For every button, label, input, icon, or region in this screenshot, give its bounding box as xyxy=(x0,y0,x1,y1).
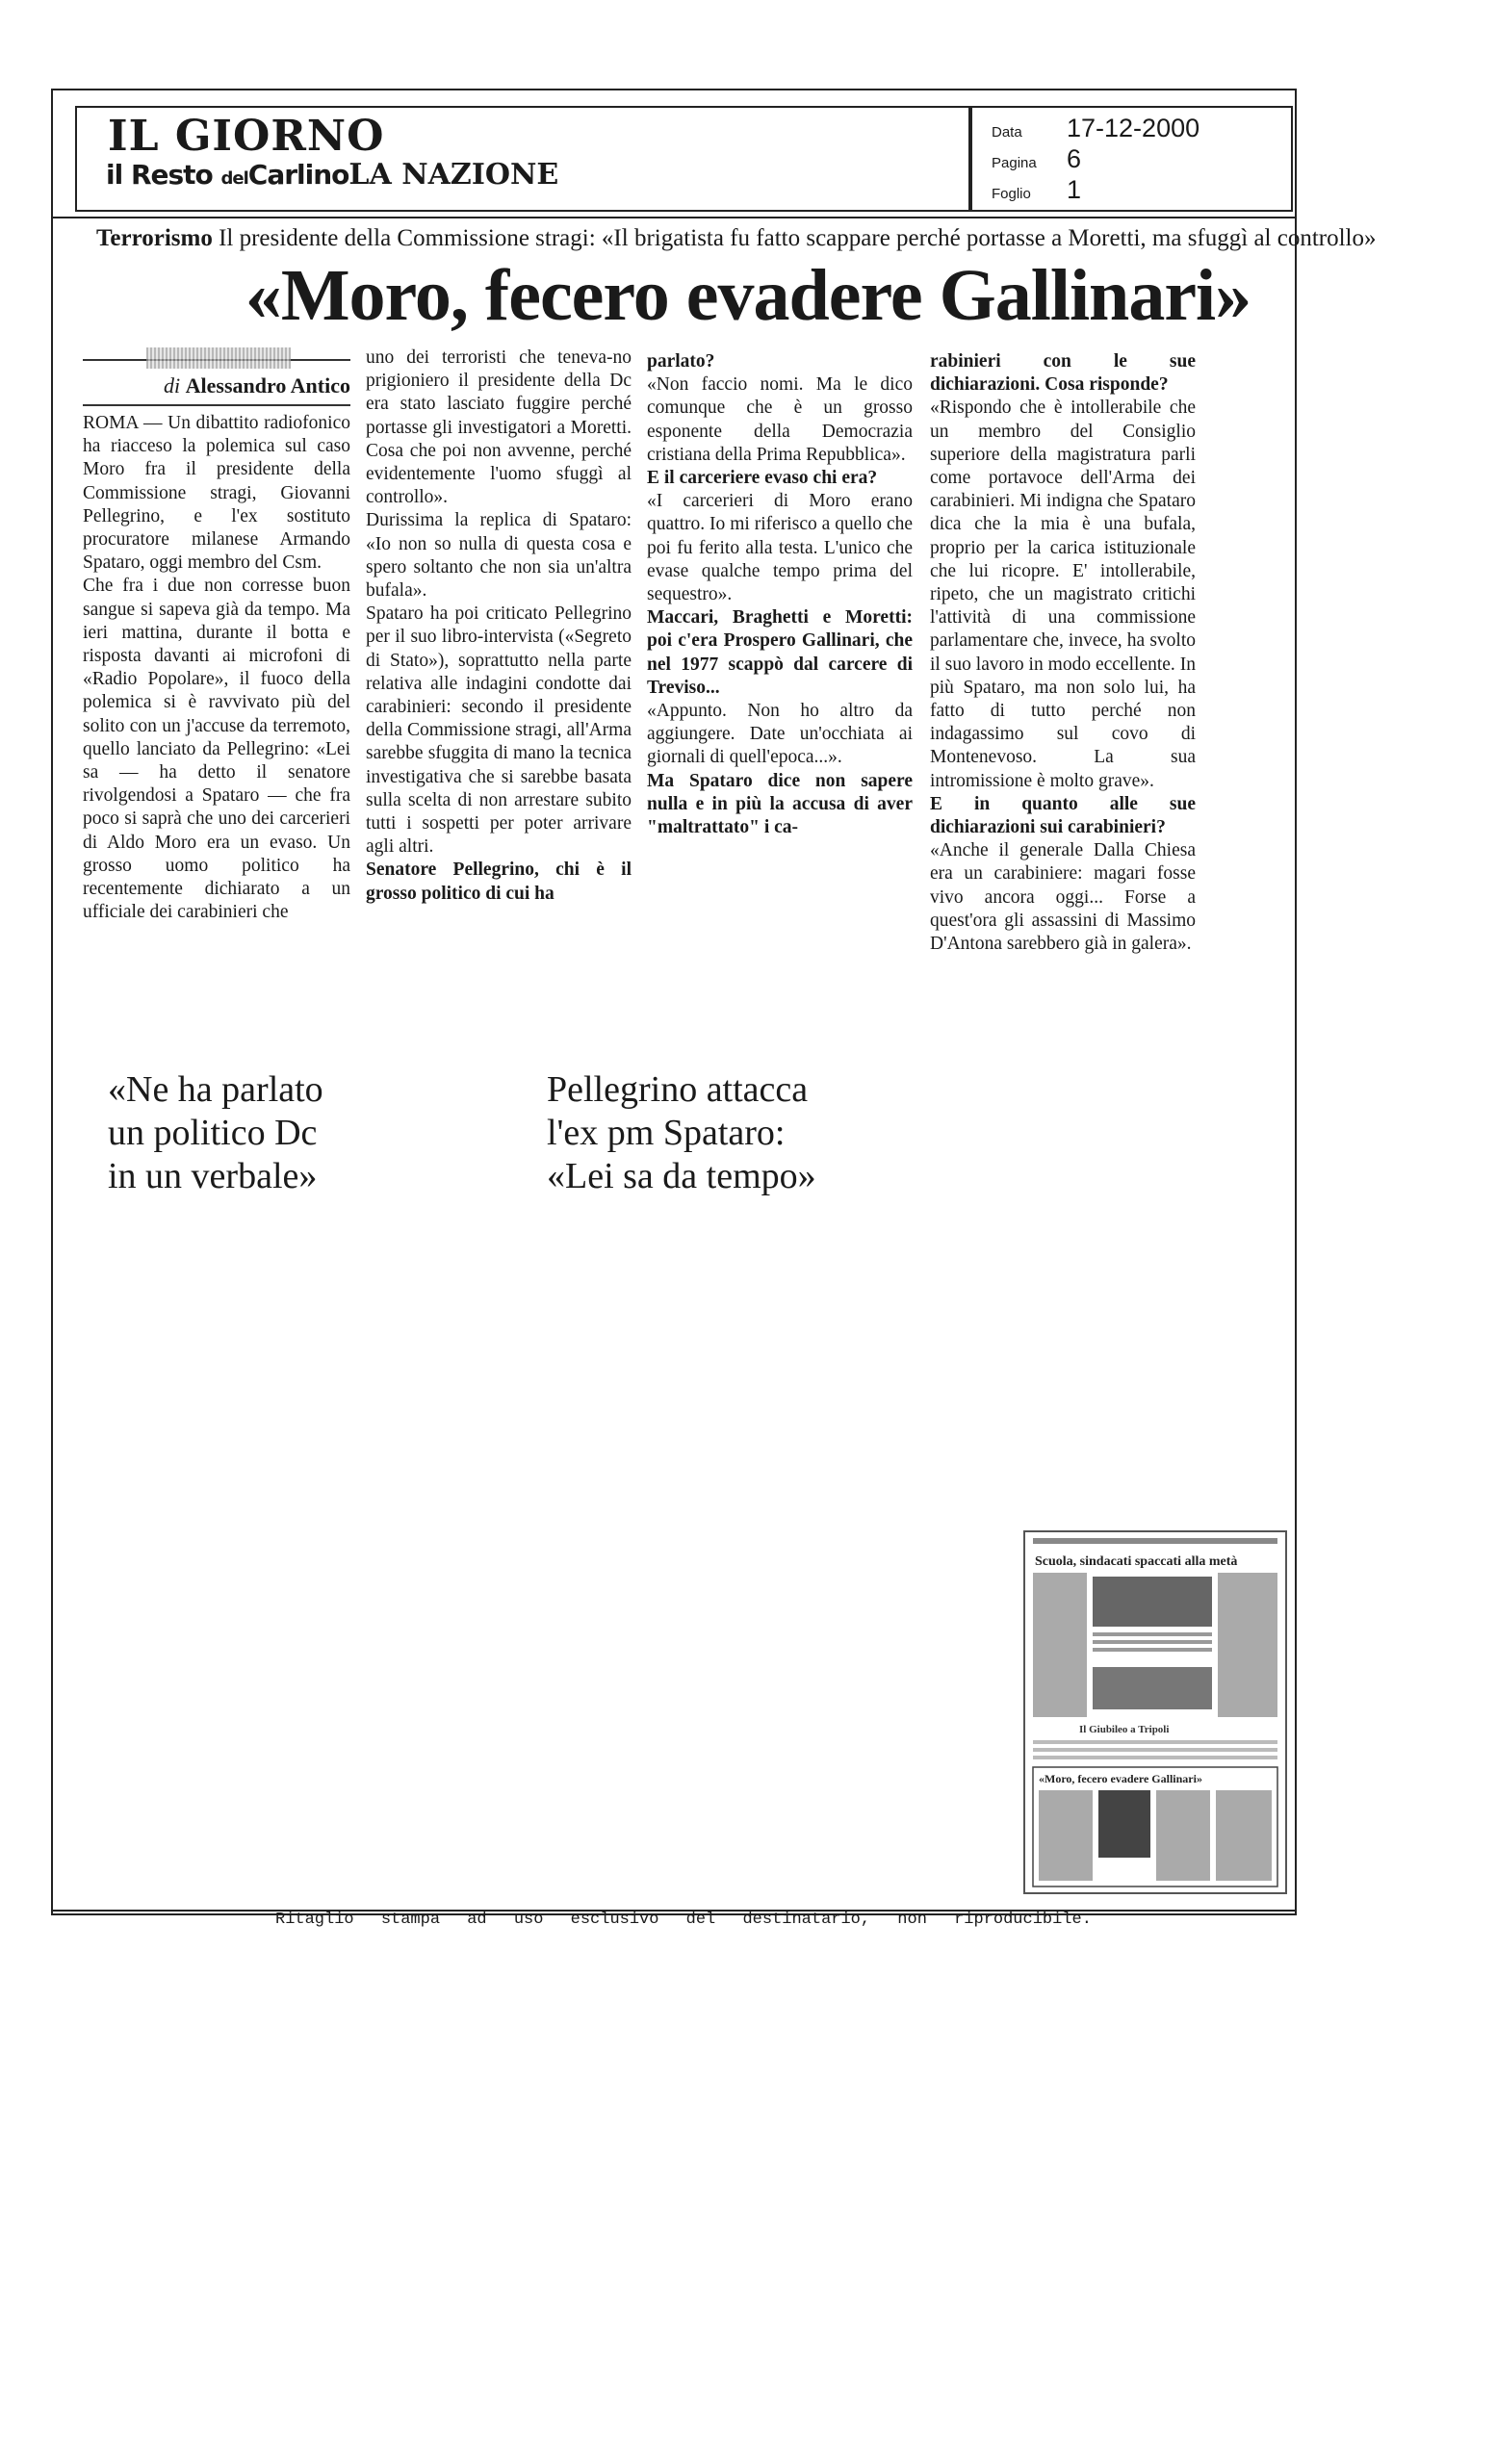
interview-question: rabinieri con le sue dichiarazioni. Cosa risponde? xyxy=(930,351,1196,396)
interview-question: E il carceriere evaso chi era? xyxy=(647,468,878,489)
interview-question: Senatore Pellegrino, chi è il grosso politico di cui ha xyxy=(366,860,632,904)
meta-row-pagina xyxy=(992,144,1081,174)
interview-question: E in quanto alle sue dichiarazioni sui carabinieri? xyxy=(930,793,1196,838)
interview-question: parlato? xyxy=(647,351,715,372)
clipping-disclaimer: Ritaglio stampa ad uso esclusivo del destinatario, non riproducibile. xyxy=(275,1911,1092,1929)
pullquote-line: un politico Dc xyxy=(108,1113,318,1153)
interview-question: Ma Spataro dice non sapere nulla e in più la accusa di aver "maltrattato" i ca- xyxy=(647,770,913,838)
thumbnail-banner: Scuola, sindacati spaccati alla metà xyxy=(1035,1554,1238,1569)
pullquote-line: l'ex pm Spataro: xyxy=(547,1113,786,1153)
paragraph: Durissima la replica di Spataro: «Io non so nulla di questa cosa e spero soltanto che non sia un'altra bufala». xyxy=(366,510,632,602)
pullquote-line: Pellegrino attacca xyxy=(547,1069,809,1110)
interview-answer: «Anche il generale Dalla Chiesa era un carabiniere: magari fosse vivo ancora oggi... Forse a quest'ora gli assassini di Massimo D'Antona sarebbero già in galera». xyxy=(930,840,1196,955)
paragraph: ROMA — Un dibattito radiofonico ha riacceso la polemica sul caso Moro fra il presidente della Commissione stragi, Giovanni Pellegrino, e l'ex sostituto procuratore milanese Armando Spataro, oggi membro del Csm. xyxy=(83,413,350,574)
interview-answer: «Appunto. Non ho altro da aggiungere. Date un'occhiata ai giornali di quell'epoca...». xyxy=(647,701,913,768)
thumbnail-page-image xyxy=(1025,1532,1285,1892)
byline-author: Alessandro Antico xyxy=(185,373,350,398)
thumbnail-article-headline: «Moro, fecero evadere Gallinari» xyxy=(1039,1772,1202,1785)
overline-text: Il presidente della Commissione stragi: «Il brigatista fu fatto scappare perché portasse a Moretti, ma sfuggì al controllo» xyxy=(219,225,1377,251)
paragraph: Che fra i due non corresse buon sangue si sapeva già da tempo. Ma ieri mattina, durante il botta e risposta davanti ai microfoni di «Radio Popolare», il fuoco della polemica si è ravvivato più del solito con un j'accuse da terremoto, quello lanciato da Pellegrino: «Lei sa — ha detto il senatore rivolgendosi a Spataro — che fra poco si saprà che uno dei carcerieri di Aldo Moro era un evaso. Un grosso uomo politico ha recentemente dichiarato a un ufficiale dei carabinieri che xyxy=(83,576,350,923)
interview-answer: «I carcerieri di Moro erano quattro. Io mi riferisco a quello che poi fu ferito alla testa. L'unico che evase qualche tempo prima del sequestro». xyxy=(647,491,913,605)
paragraph: uno dei terroristi che teneva-no prigioniero il presidente della Dc era stato lasciato fuggire perché portasse gli investigatori a Moretti. Cosa che poi non avvenne, perché evidentemente l'uomo sfuggì al controllo». xyxy=(366,347,632,508)
header-rule xyxy=(51,217,1297,218)
interview-answer: «Rispondo che è intollerabile che un membro del Consiglio superiore della magistratura parli come portavoce dell'Arma dei carabinieri. Mi indigna che Spataro dica che la mia è una bufala, proprio per la carica istituzionale che lui ricopre. E' intollerabile, ripeto, che un magistrato critichi l'attività di una commissione parlamentare che, invece, ha svolto il suo lavoro in modo eccellente. In più Spataro, ma non solo lui, ha fatto di tutto perché non indagassimo sul covo di Montenevoso. La sua intromissione è molto grave». xyxy=(930,398,1196,791)
byline xyxy=(83,373,350,398)
byline-prefix: di xyxy=(164,373,181,398)
masthead-resto: il Resto xyxy=(106,159,213,191)
interview-question: Maccari, Braghetti e Moretti: poi c'era Prospero Gallinari, che nel 1977 scappò dal carcere di Treviso... xyxy=(647,607,913,698)
meta-pagina-value: 6 xyxy=(1067,144,1082,173)
pullquote-line: «Ne ha parlato xyxy=(108,1069,323,1110)
article-column-4 xyxy=(930,350,1196,956)
byline-underline xyxy=(83,404,350,406)
paragraph: Spataro ha poi criticato Pellegrino per il suo libro-intervista («Segreto di Stato»), soprattutto nella parte relativa alle indagini condotte dai carabinieri: secondo il presidente della Commissione stragi, all'Arma sarebbe sfuggita di mano la tecnica investigativa che si sarebbe basata sulla scelta di non arrestare subito tutti i sospetti per poter arrivare agli altri. xyxy=(366,603,632,858)
pullquote-line: «Lei sa da tempo» xyxy=(547,1156,816,1196)
meta-foglio-label: Foglio xyxy=(992,186,1031,202)
thumbnail-mid-headline: Il Giubileo a Tripoli xyxy=(1079,1724,1170,1735)
clipping-metadata xyxy=(970,106,1293,212)
masthead-carlino: Carlino xyxy=(247,159,349,191)
pullquote-right xyxy=(547,1068,816,1198)
page-thumbnail xyxy=(1023,1530,1287,1894)
interview-answer: «Non faccio nomi. Ma le dico comunque che è un grosso esponente della Democrazia cristiana della Prima Repubblica». xyxy=(647,374,913,465)
pullquote-left xyxy=(108,1068,323,1198)
byline-scan-noise xyxy=(146,347,291,369)
masthead xyxy=(75,106,970,212)
meta-row-data xyxy=(992,114,1199,143)
meta-foglio-value: 1 xyxy=(1067,175,1082,204)
article-column-2 xyxy=(366,346,632,906)
meta-pagina-label: Pagina xyxy=(992,155,1037,171)
masthead-del: del xyxy=(220,168,248,189)
overline xyxy=(96,225,1377,252)
meta-row-foglio xyxy=(992,175,1081,205)
masthead-la-nazione: LA NAZIONE xyxy=(348,158,559,192)
masthead-resto-carlino-nazione xyxy=(106,158,558,192)
meta-data-value: 17-12-2000 xyxy=(1067,114,1200,142)
pullquote-line: in un verbale» xyxy=(108,1156,318,1196)
headline: «Moro, fecero evadere Gallinari» xyxy=(245,255,1251,336)
meta-data-label: Data xyxy=(992,124,1022,141)
overline-kicker: Terrorismo xyxy=(96,225,213,251)
article-column-3 xyxy=(647,350,913,839)
article-column-1 xyxy=(83,412,350,924)
masthead-il-giorno: IL GIORNO xyxy=(108,112,385,161)
